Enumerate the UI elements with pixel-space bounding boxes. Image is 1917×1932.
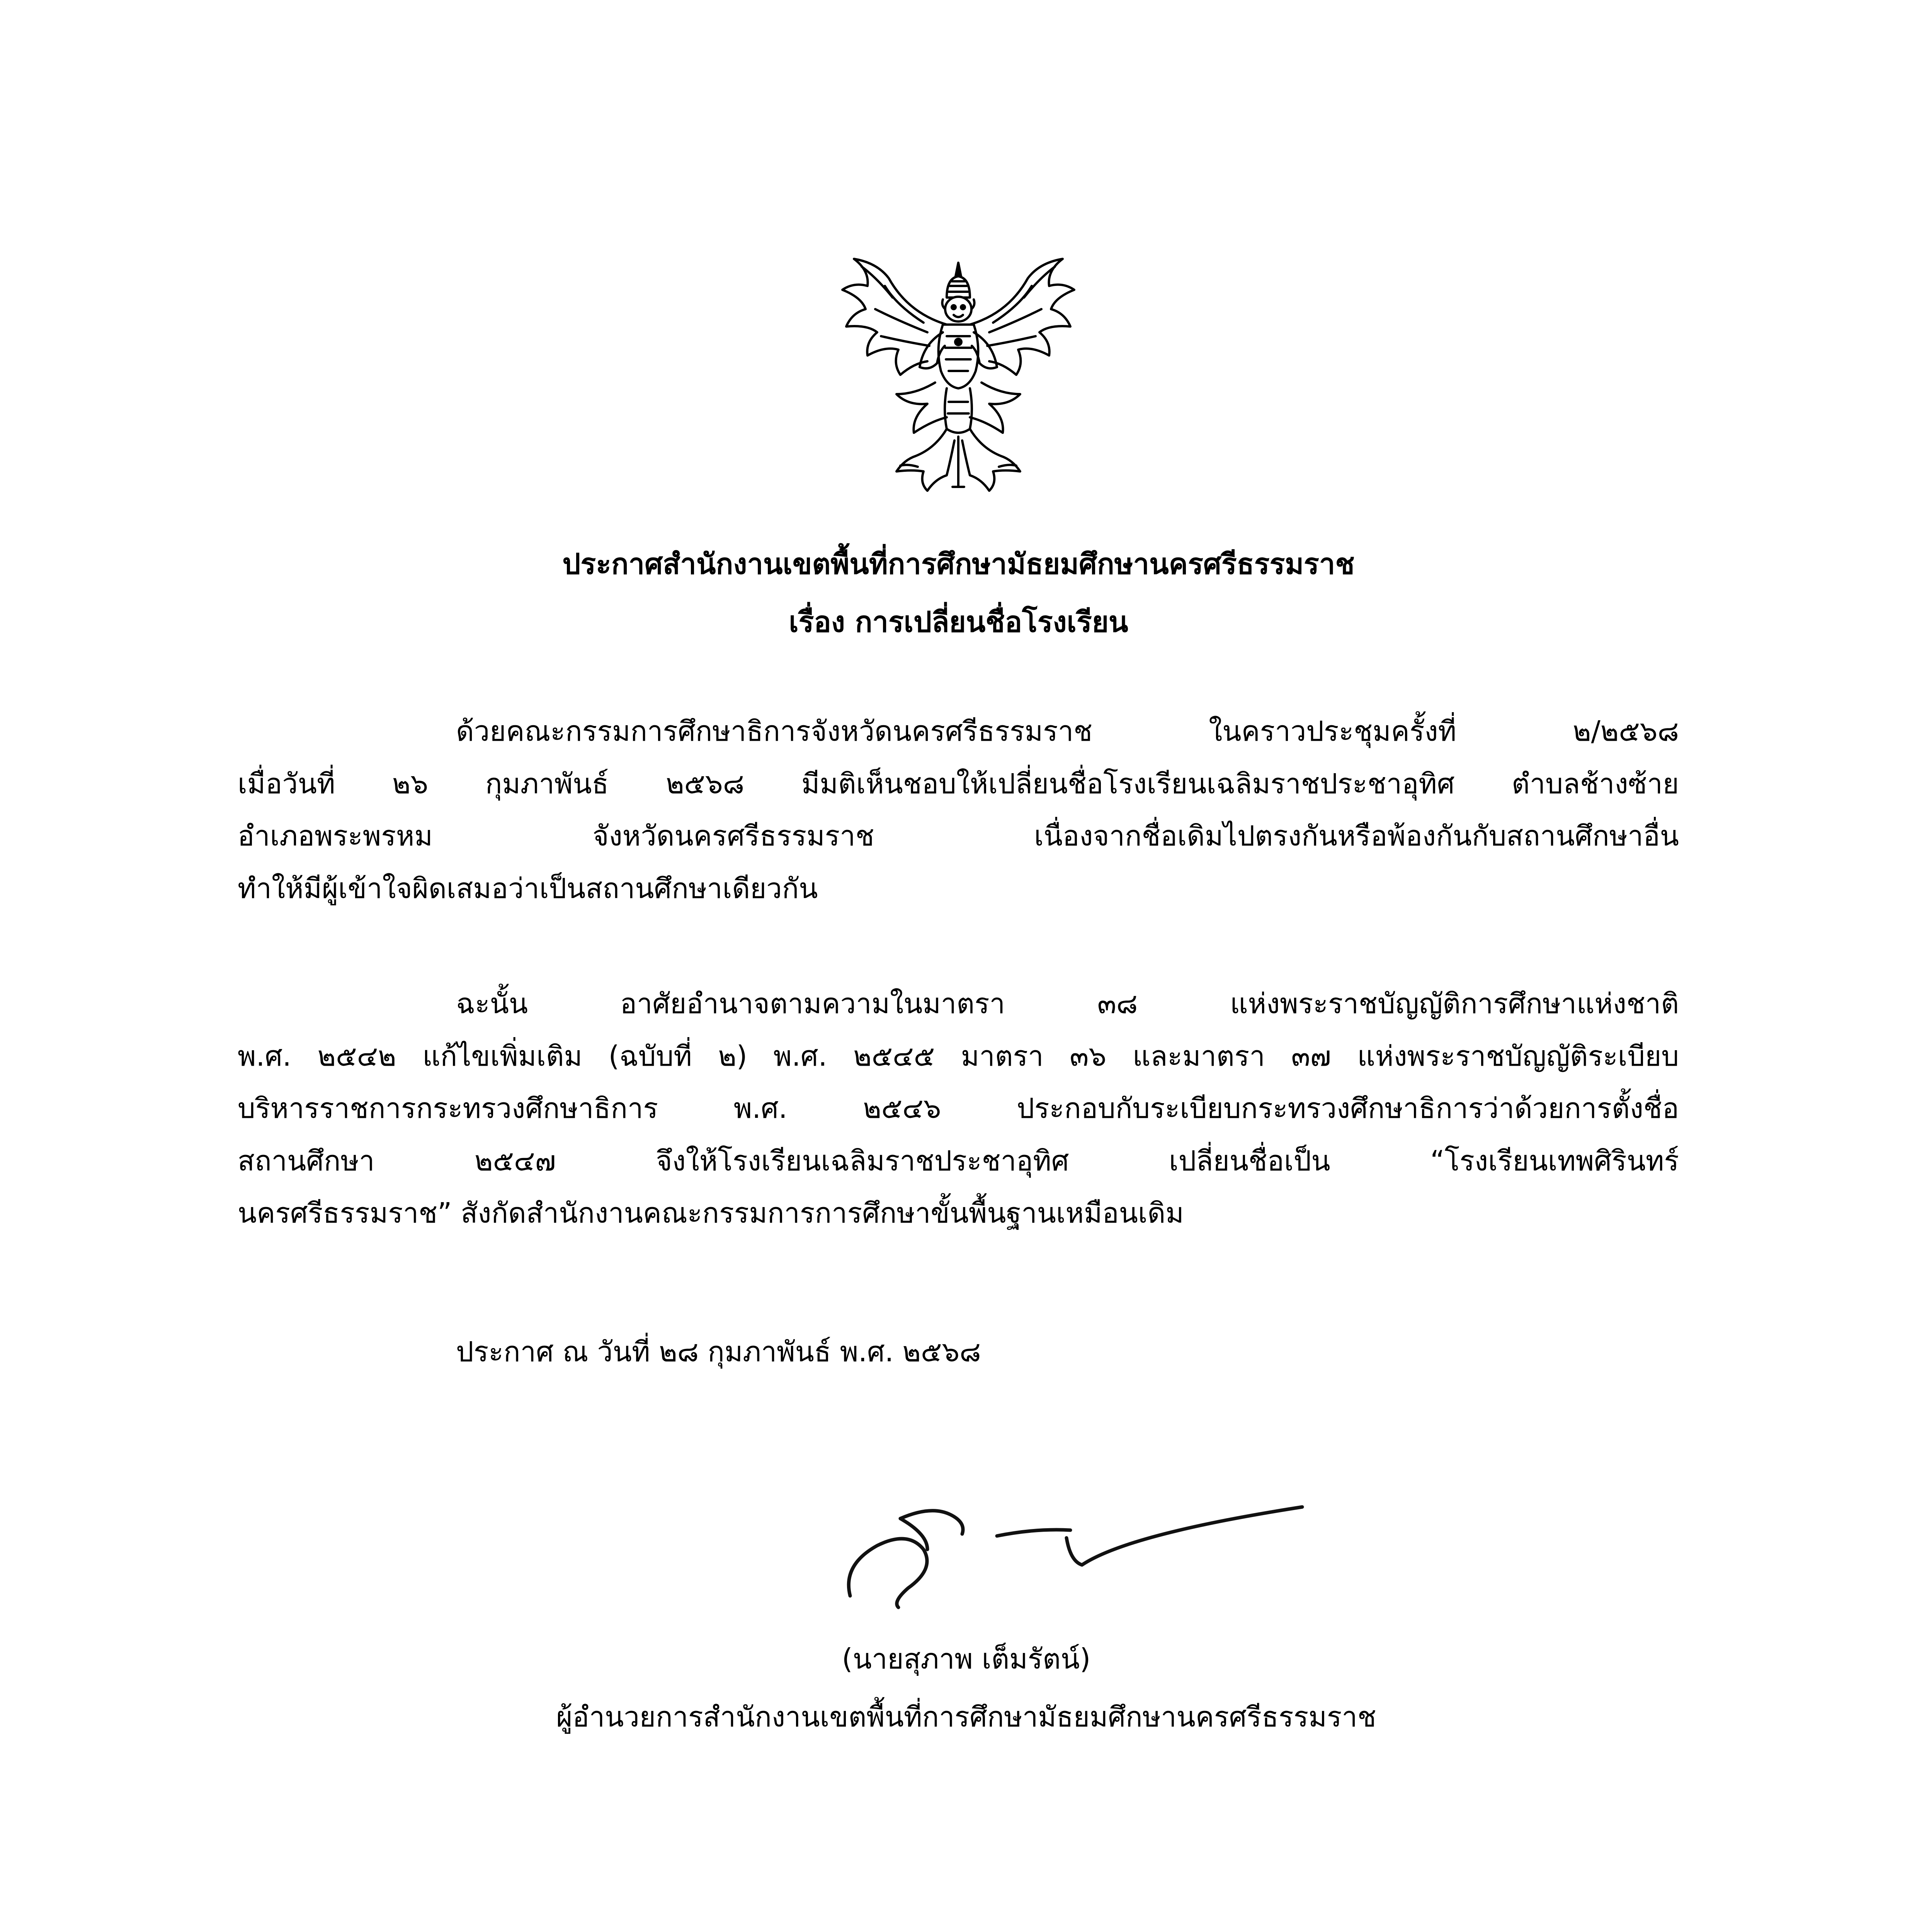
signer-position: ผู้อำนวยการสำนักงานเขตพื้นที่การศึกษามัธยมศึกษานครศรีธรรมราช	[556, 1701, 1376, 1733]
signer-name: (นายสุภาพ เต็มรัตน์)	[842, 1643, 1091, 1675]
paragraph-line: ฉะนั้น อาศัยอำนาจตามความในมาตรา ๓๘ แห่งพระราชบัญญัติการศึกษาแห่งชาติ	[456, 987, 1679, 1020]
paragraph-line: ทำให้มีผู้เข้าใจผิดเสมอว่าเป็นสถานศึกษาเดียวกัน	[238, 872, 818, 905]
paragraph-line: นครศรีธรรมราช” สังกัดสำนักงานคณะกรรมการการศึกษาขั้นพื้นฐานเหมือนเดิม	[238, 1197, 1184, 1229]
body-paragraph-2	[238, 978, 1679, 1298]
body-paragraph-1	[238, 705, 1679, 922]
paragraph-line: สถานศึกษา ๒๕๔๗ จึงให้โรงเรียนเฉลิมราชประชาอุทิศ เปลี่ยนชื่อเป็น “โรงเรียนเทพศิรินทร์	[238, 1144, 1679, 1177]
garuda-emblem-icon	[831, 255, 1086, 495]
announcement-subject: เรื่อง การเปลี่ยนชื่อโรงเรียน	[789, 605, 1128, 639]
paragraph-line: บริหารราชการกระทรวงศึกษาธิการ พ.ศ. ๒๕๔๖ ประกอบกับระเบียบกระทรวงศึกษาธิการว่าด้วยการตั้งชื่อ	[238, 1092, 1679, 1124]
paragraph-line: อำเภอพระพรหม จังหวัดนครศรีธรรมราช เนื่องจากชื่อเดิมไปตรงกันหรือพ้องกันกับสถานศึกษาอื่น	[238, 820, 1679, 852]
paragraph-line: พ.ศ. ๒๕๔๒ แก้ไขเพิ่มเติม (ฉบับที่ ๒) พ.ศ. ๒๕๔๕ มาตรา ๓๖ และมาตรา ๓๗ แห่งพระราชบัญญัติระเบียบ	[238, 1039, 1679, 1072]
handwritten-signature	[835, 1468, 1318, 1631]
announcement-title: ประกาศสำนักงานเขตพื้นที่การศึกษามัธยมศึกษานครศรีธรรมราช	[562, 548, 1355, 581]
paragraph-line: ด้วยคณะกรรมการศึกษาธิการจังหวัดนครศรีธรรมราช ในคราวประชุมครั้งที่ ๒/๒๕๖๘	[456, 715, 1679, 747]
announcement-date: ประกาศ ณ วันที่ ๒๘ กุมภาพันธ์ พ.ศ. ๒๕๖๘	[456, 1335, 981, 1368]
paragraph-line: เมื่อวันที่ ๒๖ กุมภาพันธ์ ๒๕๖๘ มีมติเห็นชอบให้เปลี่ยนชื่อโรงเรียนเฉลิมราชประชาอุทิศ ตำบลช้างซ้าย	[238, 767, 1679, 800]
